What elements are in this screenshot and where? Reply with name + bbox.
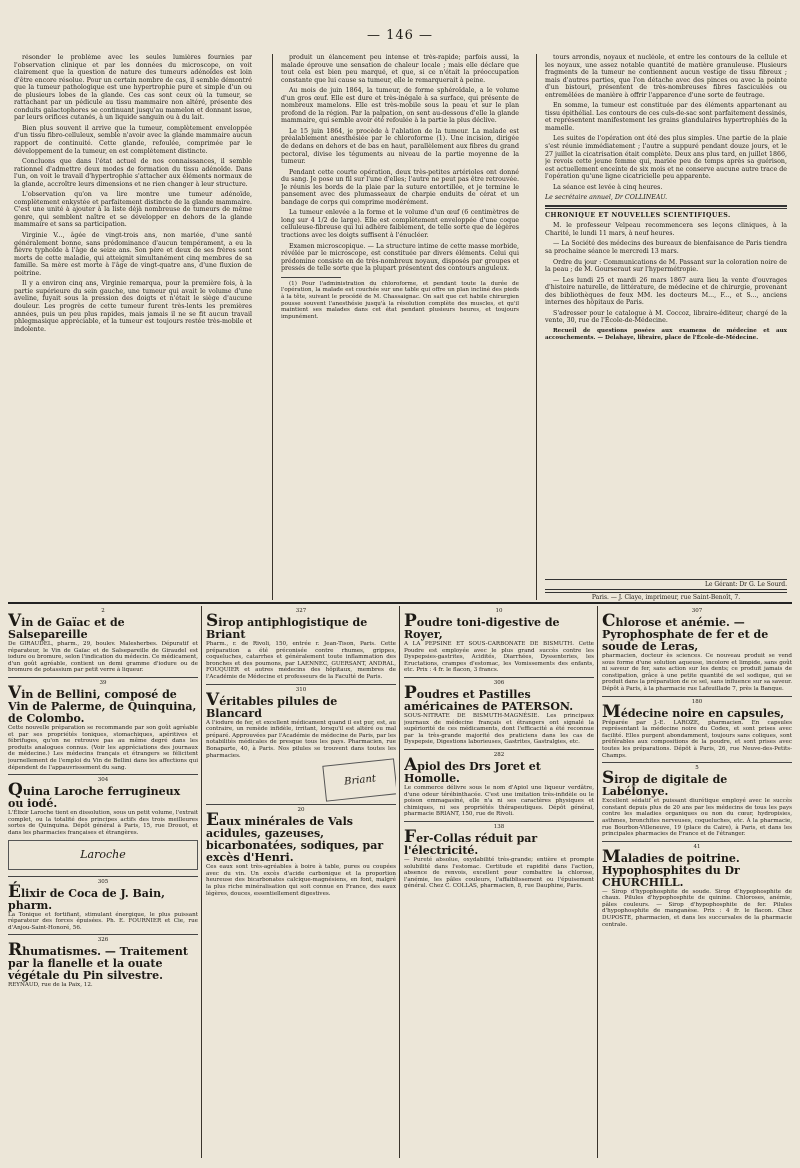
ad-number: 304 xyxy=(97,777,109,784)
ad-text: Cette nouvelle préparation se recommande par son goût agréable et par ses propriétés toniques, stomachiques, apéritives et fébrifuges, qu'on ne retrouve pas au même degré dans les produits analogues connus. (Voir les appréciations des journaux de médecine.) Les médecins français et étrangers se félicitent journellement de l'emploi du Vin de Bellini dans les affections qui dépendent de l'appauvrissement du sang. xyxy=(8,724,198,771)
ad-text: — Sirop d'hypophosphite de soude. Sirop d'hypophosphite de chaux. Pilules d'hypophosphite de quinine. Chloroses, anémie, pâles couleurs. — Sirop d'hypophosphite de fer. Pilules d'hypophosphite de manganèse. Prix : 4 fr. le flacon. Chez DUPOSTE, pharmacien, et dans les succursales de la pharmacie centrale. xyxy=(602,888,792,928)
page-number: — 146 — xyxy=(366,28,434,43)
ad-number: 20 xyxy=(297,807,305,814)
ad-block xyxy=(404,606,594,678)
paragraph: Le 15 juin 1864, je procède à l'ablation de la tumeur. La malade est préalablement anesthésiée par le chloroforme (1). Une incision, dirigée de dedans en dehors et de bas en haut, parallèlement aux fibres du grand pectoral, divise les téguments au niveau de la partie moyenne de la tumeur. xyxy=(281,127,519,166)
ad-text: — Pureté absolue, oxydabilité très-grande; entière et prompte solubilité dans l'estomac. Certitude et rapidité dans l'action, absence de renvois, excellent pour combattre la chlorose, l'anémie, les pâles couleurs, l'affaiblissement ou l'épuisement général. Chez C. COLLAS, pharmacien, 8, rue Dauphine, Paris. xyxy=(404,856,594,890)
ad-block xyxy=(8,678,198,775)
column-divider xyxy=(201,606,202,1158)
ad-title: Vin de Gaïac et de Salsepareille xyxy=(8,611,125,641)
paragraph: M. le professeur Velpeau recommencera ses leçons cliniques, à la Charité, le lundi 11 mars, à neuf heures. xyxy=(545,222,787,237)
ad-title: Sirop antiphlogistique de Briant xyxy=(206,611,368,641)
ad-block xyxy=(602,606,792,697)
ad-number: 282 xyxy=(493,751,505,758)
ad-text: L'Élixir Laroche tient en dissolution, sous un petit volume, l'extrait complet, ou la totalité des principes actifs des trois meilleures sortes de Quinquina. Dépôt général à Paris, 15, rue Drouot, et dans les pharmacies françaises et étrangères. xyxy=(8,810,198,836)
ad-text: La Tonique et fortifiant, stimulant énergique, le plus puissant réparateur des forces épuisées. Ph. E. FOURNIER et Cie, rue d'Anjou-Saint-Honoré, 56. xyxy=(8,911,198,931)
ad-number: 5 xyxy=(695,765,699,772)
ad-text: pharmacien, docteur ès sciences. Ce nouveau produit se vend sous forme d'une solution aqueuse, incolore et limpide, sans goût ni saveur de fer, sans action sur les dents; ce produit jamais de constipation, grâce à une petite quantité de sel sodique, qui se produit dans la préparation de ce sel, sans influence sur sa saveur. Dépôt à Paris, à la pharmacie rue Lafeuillade 7, près la Banque. xyxy=(602,653,792,692)
paragraph: — Les lundi 25 et mardi 26 mars 1867 aura lieu la vente d'ouvrages d'histoire naturelle, de littérature, de médecine et de chirurgie, provenant des bibliothèques de feux MM. les docteurs M..., F..., et S..., anciens internes des hôpitaux de Paris. xyxy=(545,276,787,307)
ad-title: Vin de Bellini, composé de Vin de Palerme, de Quinquina, de Colombo. xyxy=(8,682,197,725)
paragraph: S'adresser pour le catalogue à M. Coccoz, libraire-éditeur, chargé de la vente, 30, rue de l'École-de-Médecine. xyxy=(545,309,787,325)
ads-column-2 xyxy=(206,606,396,1158)
paragraph: Ordre du jour : Communications de M. Passant sur la coloration noire de la peau ; de M. Gourseraut sur l'hypermétropie. xyxy=(545,258,787,274)
article-column-2 xyxy=(281,54,519,600)
paragraph: En somme, la tumeur est constituée par des éléments appartenant au tissu épithélial. Les contours de ces culs-de-sac sont parfaitement dessinés, et représentent manifestement les grains glandulaires hypertrophiés de la mamelle. xyxy=(545,102,787,132)
ad-block xyxy=(602,763,792,842)
ads-top-rule xyxy=(8,602,792,604)
paragraph: produit un élancement peu intense et très-rapide; parfois aussi, la malade éprouve une sensation de chaleur locale ; mais elle déclare que tout cela est bien peu marqué, et que, si ce n'était la préoccupation constante que lui cause sa tumeur, elle le remarquerait à peine. xyxy=(281,54,519,84)
ad-text: A LA PEPSINE ET SOUS-CARBONATE DE BISMUTH. Cette Poudre est employée avec le plus grand succès contre les Dyspepsies-gastrites, Acidités, Diarrhées, Dyssenteries, les Eructations, crampes d'estomac, les Vomissements des enfants, etc. Prix : 4 fr. le flacon, 3 francs. xyxy=(404,641,594,674)
ad-number: 327 xyxy=(295,608,307,614)
ad-number: 306 xyxy=(493,679,505,686)
column-divider xyxy=(399,606,400,1158)
secretary-signature: Le secrétaire annuel, Dr COLLINEAU. xyxy=(545,194,668,202)
ad-block xyxy=(8,877,198,936)
paragraph: Bien plus souvent il arrive que la tumeur, complètement enveloppée d'un tissu fibro-celluleux, semble n'avoir avec la glande mammaire aucun rapport de continuité. Cette glande, refoulée, comprimée par le développement de la tumeur, en est complètement distincte. xyxy=(14,124,252,155)
ad-title: Véritables pilules de Blancard xyxy=(206,689,338,720)
ad-text: Le commerce délivre sous le nom d'Apiol une liqueur verdâtre, d'une odeur térébinthacée. C'est une imitation très-infidèle ou le poison emmagasiné, elle n'a ni ses caractères physiques et chimiques, ni ses propriétés thérapeutiques. Dépôt général, pharmacie BRIANT, 150, rue de Rivoli. xyxy=(404,784,594,818)
ad-number: 39 xyxy=(99,679,107,686)
ad-number: 2 xyxy=(101,608,105,614)
article-column-3 xyxy=(545,54,787,574)
ad-text: A l'iodure de fer, et excellent médicament quand il est pur, est, au contraire, un remède infidèle, irritant, lorsqu'il est altéré ou mal préparé. Approuvées par l'Académie de médecine de Paris, par les notabilités médicales de presque tous les pays. Pharmacien, rue Bonaparte, 40, à Paris. Nos pilules se trouvent dans toutes les pharmacies. xyxy=(206,719,396,759)
ad-title: Apiol des Drs Joret et Homolle. xyxy=(404,754,541,785)
ad-title: Sirop de digitale de Labélonye. xyxy=(602,768,728,799)
paragraph: Il y a environ cinq ans, Virginie remarqua, pour la première fois, à la partie supérieure du sein gauche, une tumeur qui avait le volume d'une aveline, fuyait sous la pression des doigts et n'était le siège d'aucune douleur. Les progrès de cette tumeur furent très-lents les premières années, puis un peu plus rapides, mais jamais il ne se fit aucun travail phlegmasique appréciable, et la tumeur est toujours restée très-mobile et indolente. xyxy=(14,280,252,333)
column-divider xyxy=(597,606,598,1158)
ad-block xyxy=(8,775,198,876)
printer-line: Paris. — J. Claye, imprimeur, rue Saint-Benoît, 7. xyxy=(591,594,741,601)
ad-title: Chlorose et anémie. — Pyrophosphate de fer et de soude de Leras, xyxy=(602,611,769,653)
recueil-notice: Recueil de questions posées aux examens de médecine et aux accouchements. — Delahaye, libraire, place de l'École-de-Médecine. xyxy=(545,327,787,341)
laroche-signature-image: Laroche xyxy=(8,840,198,870)
paragraph: — La Société des médecins des bureaux de bienfaisance de Paris tiendra sa prochaine séance le mercredi 13 mars. xyxy=(545,240,787,256)
ad-text: Ces eaux sont très-agréables à boire à table, pures ou coupées avec du vin. Un excès d'acide carbonique et la proportion heureuse des bicarbonates calcique-magnésiens, en font, malgré la plus riche minéralisation qui soit connue en France, des eaux légères, douces, essentiellement digestives. xyxy=(206,864,396,897)
paragraph: La tumeur enlevée a la forme et le volume d'un œuf (6 centimètres de long sur 4 1/2 de large). Elle est complètement enveloppée d'une coque celluleuse-fibreuse qui lui adhère faiblement, de telle sorte que de légères tractions avec les doigts suffisent à l'énucléer. xyxy=(281,209,519,240)
gerant-line: Le Gérant: Dr G. Le Sourd. xyxy=(704,581,787,588)
paragraph: Pendant cette courte opération, deux très-petites artérioles ont donné du sang. Je pose un fil sur l'une d'elles; l'autre ne peut pas être retrouvée. Je réunis les bords de la plaie par la suture entortillée, et je termine le pansement avec des plumasseaux de charpie enduits de cérat et un bandage de corps qui comprime modérément. xyxy=(281,168,519,206)
paragraph: Les suites de l'opération ont été des plus simples. Une partie de la plaie s'est réunie immédiatement ; l'autre a suppuré pendant douze jours, et le 27 juillet la cicatrisation était complète. Deux ans plus tard, en juillet 1866, je revois cette jeune femme qui, mariée peu de temps après sa guérison, est actuellement enceinte de six mois et ne conserve aucune autre trace de l'opération qu'une ligne cicatricielle peu apparente. xyxy=(545,135,787,181)
ad-block xyxy=(206,606,396,685)
column-divider xyxy=(536,54,537,600)
ad-text: SOUS-NITRATE DE BISMUTH-MAGNÉSIE. Les principaux journaux de médecine français et étrangers ont signalé la supériorité de ces médicaments, dont l'efficacité a été reconnue par la très-grande majorité des praticiens dans les cas de Dyspepsie, Digestions laborieuses, Gastrites, Gastralgies, etc. xyxy=(404,712,594,746)
column-divider xyxy=(272,54,273,600)
paragraph: tours arrondis, noyaux et nucléole, et entre les contours de la cellule et les noyaux, une assez notable quantité de matière granuleuse. Plusieurs fragments de la tumeur ne contiennent aucun vestige de tissu fibreux ; mais d'autres parties, que l'on détache avec des pinces ou avec la pointe d'un bistouri, présentent de très-nombreuses fibres fasciculées ou entremêlées de manière à offrir l'apparence d'une sorte de feutrage. xyxy=(545,54,787,99)
ads-column-1 xyxy=(8,606,198,1158)
ad-block xyxy=(206,685,396,806)
ad-title: Poudre toni-digestive de Royer, xyxy=(404,611,560,641)
ad-number: 326 xyxy=(97,937,109,944)
ad-text: De GIRAUDEL, pharm., 29, boulev. Malesherbes. Dépuratif et réparateur, le Vin de Gaïac et de Salsepareille de Giraudel est iodure ou bromure, selon l'indication du médecin. Ce médicament, d'un goût agréable, contient un demi gramme d'iodure ou de bromure de potassium par petit verre à liqueur. xyxy=(8,641,198,674)
paragraph: Au mois de juin 1864, la tumeur, de forme sphéroïdale, a le volume d'un gros œuf. Elle est dure et très-inégale à sa surface, qui présente de nombreux mamelons. Elle est très-mobile sous la peau et sur le plan profond de la région. Par la palpation, on sent au-dessous d'elle la glande mammaire, qui semble avoir été refoulée à la partie la plus déclive. xyxy=(281,87,519,125)
ad-block xyxy=(8,935,198,992)
ads-column-4 xyxy=(602,606,792,1158)
ad-block xyxy=(404,822,594,893)
ad-number: 307 xyxy=(691,608,703,614)
ad-number: 180 xyxy=(691,698,703,705)
ad-title: Rhumatismes. — Traitement par la flanelle et la ouate végétale du Pin silvestre. xyxy=(8,940,188,983)
ad-text: REYNAUD, rue de la Paix, 12. xyxy=(8,982,93,989)
paragraph: Examen microscopique. — La structure intime de cette masse morbide, révélée par le microscope, est constituée par divers éléments. Celui qui prédomine consiste en de très-nombreux noyaux, disposés par groupes et pressés de telle sorte que la plupart présentent des contours anguleux. xyxy=(281,242,519,273)
ad-block xyxy=(8,606,198,678)
imprint xyxy=(545,577,787,605)
ad-number: 41 xyxy=(693,843,701,850)
briant-signature-image: Briant xyxy=(322,758,396,801)
ad-title: Eaux minérales de Vals acidules, gazeuses, bicarbonatées, sodiques, par excès d'Henri. xyxy=(206,810,384,865)
ad-block xyxy=(602,842,792,932)
ads-column-3 xyxy=(404,606,594,1158)
article-column-1 xyxy=(14,54,252,600)
ad-title: Élixir de Coca de J. Bain, pharm. xyxy=(8,881,165,912)
ad-text: Préparée par J.-E. LAROZE, pharmacien. En capsules représentant la médecine noire du Codex, et sont prises avec facilité. Elles purgent abondamment, toujours sans coliques, sont préférables aux compositions de la poudre, et sont prises avec toutes les préparations. Dépôt à Paris, 26, rue Neuve-des-Petits-Champs. xyxy=(602,719,792,759)
ad-block xyxy=(602,697,792,764)
chronicle-heading: CHRONIQUE ET NOUVELLES SCIENTIFIQUES. xyxy=(545,211,731,219)
ad-block xyxy=(404,678,594,750)
ad-title: Quina Laroche ferrugineux ou iodé. xyxy=(8,780,181,811)
paragraph: résonder le problème avec les seules lumières fournies par l'observation clinique et par les données du microscope, on voit clairement que la question de nature des tumeurs adénoïdes est loin d'être encore résolue. Pour un certain nombre de cas, il semble démontré que la tumeur pathologique est une hypertrophie pure et simple d'un ou de plusieurs lobes de la glande. Ces cas sont ceux où la tumeur, se rattachant par un pédicule au tissu mammaire non altéré, présente des conduits galactophores se continuant jusqu'au mamelon et donnant issue, par leurs orifices cutanés, à un liquide sanguin ou à du lait. xyxy=(14,54,252,122)
ad-number: 10 xyxy=(495,608,503,614)
ad-number: 138 xyxy=(493,823,505,830)
ad-block xyxy=(404,750,594,822)
ad-title: Fer-Collas réduit par l'électricité. xyxy=(404,826,538,857)
ad-block xyxy=(206,805,396,900)
ad-number: 305 xyxy=(97,878,109,885)
footnote: (1) Pour l'administration du chloroforme, et pendant toute la durée de l'opération, la malade est couchée sur une table qui offre un plan incliné des pieds à la tête, suivant le procédé de M. Chassaignac. On sait que cet habile chirurgien pousse souvent l'anesthésie jusqu'à la résolution complète des muscles, et qu'il maintient ses malades dans cet état pendant plusieurs heures, et toujours impunément. xyxy=(281,280,519,320)
ad-title: Médecine noire en capsules, xyxy=(602,701,785,722)
paragraph: Virginie V..., âgée de vingt-trois ans, non mariée, d'une santé généralement bonne, sans prédominance d'aucun tempérament, a eu la fièvre typhoïde à l'âge de seize ans. Son père et deux de ses frères sont morts de cette maladie, qui atteignit simultanément cinq membres de sa famille. Sa mère est morte à l'âge de vingt-quatre ans, d'une fluxion de poitrine. xyxy=(14,232,252,277)
paragraph: Concluons que dans l'état actuel de nos connaissances, il semble rationnel d'admettre deux modes de formation du tissu adénoïde. Dans l'un, on voit le travail d'hypertrophie s'attacher aux éléments normaux de la glande, accroître leurs dimensions et ne rien changer à leur structure. xyxy=(14,158,252,188)
ad-text: Excellent sédatif et puissant diurétique employé avec le succès constant depuis plus de 20 ans par les médecins de tous les pays contre les maladies organiques ou non du cœur, hydropisies, asthmes, bronchites nerveuses, coqueluches, etc. À la pharmacie, rue Bourbon-Villeneuve, 19 (place du Caire), à Paris, et dans les principales pharmacies de France et de l'étranger. xyxy=(602,798,792,838)
ad-title: Maladies de poitrine. Hypophosphites du Dr CHURCHILL. xyxy=(602,846,740,889)
ad-title: Poudres et Pastilles américaines de PATERSON. xyxy=(404,682,574,713)
ad-number: 310 xyxy=(295,686,307,693)
ad-text: Pharm., r. de Rivoli, 150, entrée r. Jean-Tison, Paris. Cette préparation a été préconisée contre rhumes, grippes, coqueluches, catarrhes et généralement toute inflammation des bronches et des poumons, par LAENNEC, GUERSANT, ANDRAL, FOUQUIER et autres médecins des hôpitaux, membres de l'Académie de Médecine et professeurs de la Faculté de Paris. xyxy=(206,641,396,680)
paragraph: La séance est levée à cinq heures. xyxy=(553,183,663,191)
paragraph: L'observation qu'on va lire montre une tumeur adénoïde, complètement enkystée et parfaitement distincte de la glande mammaire. C'est une unité à ajouter à la liste déjà nombreuse de tumeurs de même genre, qui semblent naître et se développer en dehors de la glande mammaire et sans sa participation. xyxy=(14,191,252,229)
